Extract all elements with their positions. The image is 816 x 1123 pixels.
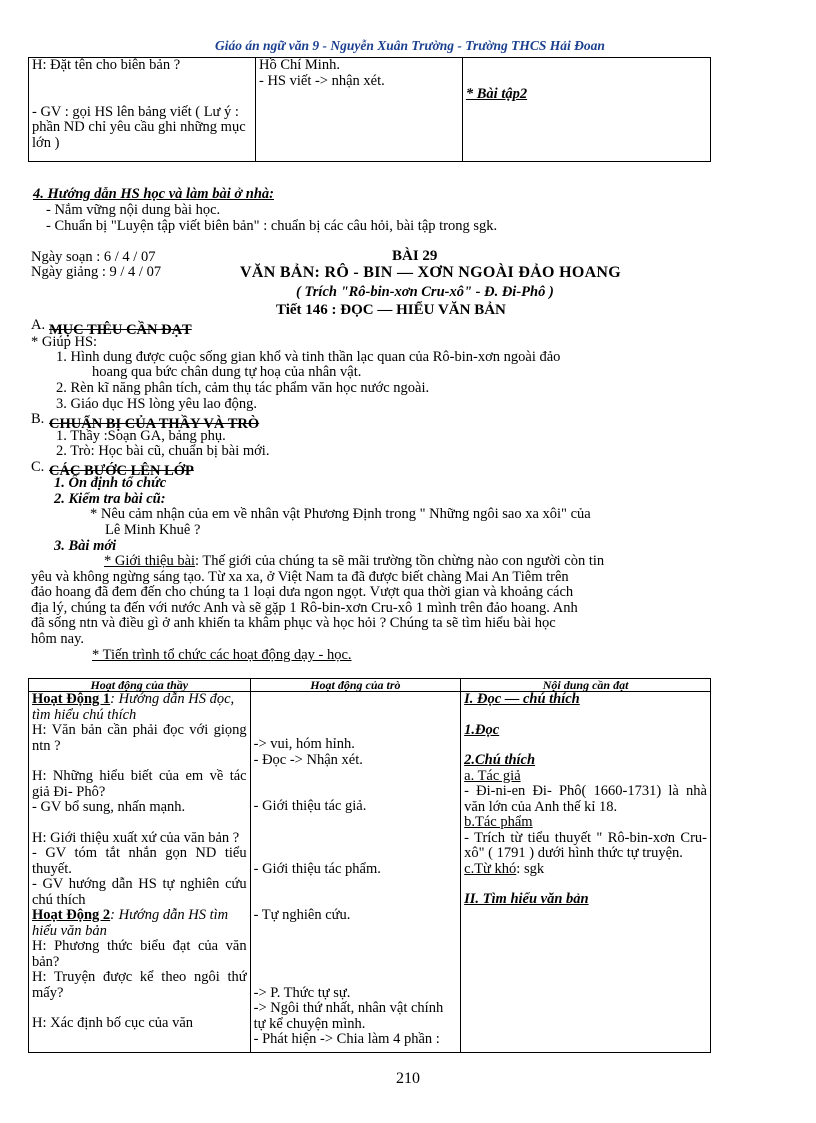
section-a-item-3: 3. Giáo dục HS lòng yêu lao động. bbox=[56, 396, 257, 412]
lesson-bai: BÀI 29 bbox=[392, 248, 438, 264]
step-1: 1. Ổn định tổ chức bbox=[54, 475, 167, 491]
homework-item-1: - Nắm vững nội dung bài học. bbox=[46, 202, 221, 218]
lesson-title: VĂN BẢN: RÔ - BIN — XƠN NGOÀI ĐẢO HOANG bbox=[240, 264, 622, 281]
hd2-rest: : Hướng dẫn HS tìm hiểu văn bản bbox=[32, 907, 229, 939]
section-a-title: MỤC TIÊU CẦN ĐẠT bbox=[49, 322, 192, 338]
step-2-question: * Nêu cảm nhận của em về nhân vật Phương Định trong " Những ngôi sao xa xôi" của bbox=[90, 506, 591, 522]
s-a3: - Giới thiệu tác phẩm. bbox=[253, 860, 381, 877]
date-giang: Ngày giảng : 9 / 4 / 07 bbox=[31, 264, 162, 280]
section-b-letter: B. bbox=[31, 411, 45, 427]
step-2: 2. Kiểm tra bài cũ: bbox=[54, 491, 166, 507]
section-c-title: CÁC BƯỚC LÊN LỚP bbox=[49, 463, 194, 479]
top-a1: Hồ Chí Minh. bbox=[258, 57, 340, 73]
gioi-thieu-line-6: hôm nay. bbox=[31, 631, 85, 647]
lesson-trich: ( Trích "Rô-bin-xơn Cru-xô" - Đ. Đi-Phô ) bbox=[296, 284, 554, 300]
gioi-thieu-text-1: : Thế giới của chúng ta sẽ mãi trường tồn chừng nào con người còn tin bbox=[195, 553, 605, 569]
section-b-item-1: 1. Thầy :Soạn GA, bảng phụ. bbox=[56, 428, 226, 444]
s-a1: -> vui, hóm hỉnh. bbox=[253, 736, 355, 752]
t-q3c: - GV hướng dẫn HS tự nghiên cứu chú thích bbox=[32, 876, 247, 908]
header-student: Hoạt động của trò bbox=[250, 679, 461, 692]
gioi-thieu-label: * Giới thiệu bài bbox=[104, 553, 196, 569]
section-a-letter: A. bbox=[31, 317, 46, 333]
c-tukho-line bbox=[464, 862, 707, 878]
c-ii: II. Tìm hiểu văn bản bbox=[464, 891, 589, 907]
gioi-thieu-line-3: đảo hoang đã đem đến cho chúng ta 1 loại dưa ngon ngọt. Vượt qua thời gian và khoảng cách bbox=[31, 584, 574, 600]
col-content bbox=[461, 692, 711, 1053]
step-2-question-b: Lê Minh Khuê ? bbox=[105, 522, 201, 538]
top-q1: H: Đặt tên cho biên bản ? bbox=[32, 57, 181, 73]
top-table bbox=[28, 57, 711, 162]
hd2-label: Hoạt Động 2 bbox=[32, 907, 111, 923]
t-q5: H: Truyện được kể theo ngôi thứ mấy? bbox=[32, 969, 247, 1001]
gioi-thieu-line-1 bbox=[104, 553, 604, 569]
homework-item-2: - Chuẩn bị "Luyện tập viết biên bản" : chuẩn bị các câu hỏi, bài tập trong sgk. bbox=[46, 218, 498, 234]
date-soan: Ngày soạn : 6 / 4 / 07 bbox=[31, 249, 156, 265]
top-q2: - GV : gọi HS lên bảng viết ( Lư ý : phần ND chỉ yêu cầu ghi những mục lớn ) bbox=[32, 103, 246, 151]
hd1 bbox=[32, 692, 247, 723]
c-tacgia: a. Tác giả bbox=[464, 767, 521, 784]
t-q3: H: Giới thiệu xuất xứ của văn bản ? bbox=[32, 829, 240, 846]
t-q4: H: Phương thức biểu đạt của văn bản? bbox=[32, 938, 247, 970]
header-teacher: Hoạt động của thầy bbox=[29, 679, 251, 692]
t-q2b: - GV bổ sung, nhấn mạnh. bbox=[32, 799, 186, 815]
col-teacher bbox=[29, 692, 251, 1053]
c-tacpham: b.Tác phẩm bbox=[464, 814, 533, 830]
top-baitap2: * Bài tập2 bbox=[465, 86, 528, 102]
s-a5: -> Ngôi thứ nhất, nhân vật chính tự kể chuyện mình. bbox=[253, 1000, 444, 1032]
hd1-label: Hoạt Động 1 bbox=[32, 691, 111, 707]
section-a-intro: * Giúp HS: bbox=[31, 334, 98, 350]
page-header: Giáo án ngữ văn 9 - Nguyễn Xuân Trường - Trường THCS Hải Đoan bbox=[215, 38, 605, 53]
section-a-item-1: 1. Hình dung được cuộc sống gian khổ và tinh thần lạc quan của Rô-bin-xơn ngoài đảo bbox=[56, 349, 561, 365]
c-tukho: c.Từ khó bbox=[464, 860, 517, 877]
top-table-col3 bbox=[462, 58, 710, 162]
tien-trinh: * Tiến trình tổ chức các hoạt động dạy - học. bbox=[92, 647, 352, 663]
step-3: 3. Bài mới bbox=[54, 538, 117, 554]
page-number: 210 bbox=[396, 1070, 420, 1087]
col-student bbox=[250, 692, 461, 1053]
s-a1b: - Đọc -> Nhận xét. bbox=[253, 751, 363, 768]
top-table-col1 bbox=[29, 58, 256, 162]
gioi-thieu-line-2: yêu và không ngừng sáng tạo. Từ xa xa, ở Việt Nam ta đã được biết chàng Mai An Tiêm trên bbox=[31, 569, 569, 585]
gioi-thieu-line-5: đã sống ntn và điều gì ở anh khiến ta khâm phục và học hỏi ? Chúng ta sẽ tìm hiểu bài học bbox=[31, 615, 556, 631]
c-doc: 1.Đọc bbox=[464, 721, 500, 738]
c-tacpham-text: - Trích từ tiểu thuyết " Rô-bin-xơn Cru-xô" ( 1791 ) dưới hình thức tự truyện. bbox=[464, 829, 707, 861]
c-tukho-text: : sgk bbox=[516, 860, 545, 877]
t-q3b: - GV tóm tắt nhắn gọn ND tiểu thuyết. bbox=[32, 845, 247, 877]
section-b-title: CHUẨN BỊ CỦA THẦY VÀ TRÒ bbox=[49, 416, 260, 432]
section-a-item-2: 2. Rèn kĩ năng phân tích, cảm thụ tác phẩm văn học nước ngoài. bbox=[56, 380, 430, 396]
hd2 bbox=[32, 908, 247, 939]
c-i: I. Đọc — chú thích bbox=[464, 691, 580, 707]
header-content: Nội dung cần đạt bbox=[461, 679, 711, 692]
t-q1: H: Văn bản cần phải đọc với giọng ntn ? bbox=[32, 722, 247, 754]
s-a4: -> P. Thức tự sự. bbox=[253, 984, 351, 1001]
s-a2: - Giới thiệu tác giả. bbox=[253, 798, 367, 814]
section-c-letter: C. bbox=[31, 459, 45, 475]
top-table-col2 bbox=[255, 58, 462, 162]
hd1-rest: : Hướng dẫn HS đọc, tìm hiểu chú thích bbox=[32, 691, 235, 723]
top-a2: - HS viết -> nhận xét. bbox=[258, 72, 385, 89]
homework-title: 4. Hướng dẫn HS học và làm bài ở nhà: bbox=[33, 186, 274, 202]
t-q6: H: Xác định bố cục của văn bbox=[32, 1015, 194, 1031]
section-a-item-1b: hoang qua bức chân dung tự hoạ của nhân vật. bbox=[92, 364, 362, 380]
section-b-item-2: 2. Trò: Học bài cũ, chuẩn bị bài mới. bbox=[56, 443, 270, 459]
s-a3c: - Tự nghiên cứu. bbox=[253, 907, 351, 923]
gioi-thieu-line-4: địa lý, chúng ta đến với nước Anh và sẽ gặp 1 Rô-bin-xơn Cru-xô 1 mình trên đảo hoang. Anh bbox=[31, 600, 578, 616]
s-a6: - Phát hiện -> Chia làm 4 phần : bbox=[253, 1031, 440, 1047]
c-tacgia-text: - Đi-ni-en Đi- Phô( 1660-1731) là nhà văn lớn của Anh thế kỉ 18. bbox=[464, 783, 707, 815]
main-table bbox=[28, 678, 711, 1053]
c-chuthich: 2.Chú thích bbox=[464, 752, 536, 768]
t-q2: H: Những hiểu biết của em về tác giả Đi- Phô? bbox=[32, 768, 247, 800]
lesson-tiet: Tiết 146 : ĐỌC — HIỂU VĂN BẢN bbox=[276, 302, 506, 318]
